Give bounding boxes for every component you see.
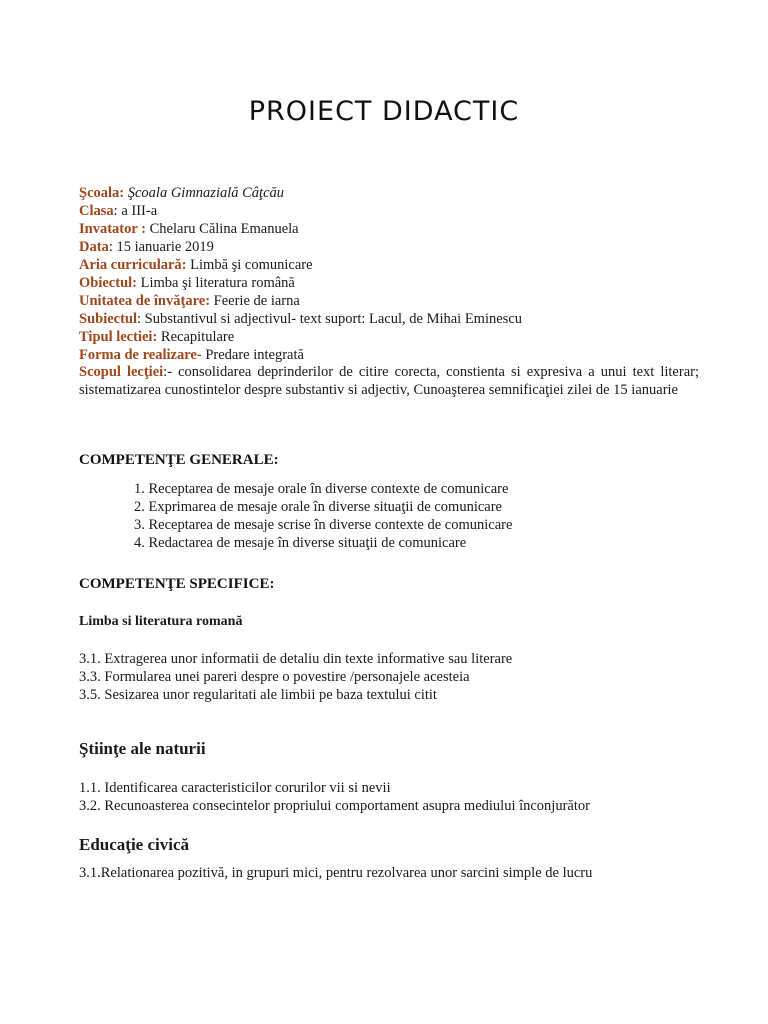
list-item: 3. Receptarea de mesaje scrise în diverse contexte de comunicare <box>134 517 513 533</box>
field-separator: : <box>119 185 125 201</box>
field-label: Invatator <box>79 221 138 237</box>
document-title: PROIECT DIDACTIC <box>248 96 520 127</box>
list-item: 3.5. Sesizarea unor regularitati ale limbii pe baza textului citit <box>79 687 437 703</box>
field-separator: : <box>137 221 147 237</box>
field-scoala <box>79 184 284 202</box>
field-data <box>79 238 214 256</box>
field-label: Tipul lectiei <box>79 329 153 345</box>
field-value: - consolidarea deprinderilor de citire corecta, constienta si expresiva a unui text literar; sistematizarea cunostintelor despre substantiv si adjectiv, Cunoaşterea semnificaţiei zilei de 15 ianuarie <box>79 364 699 398</box>
field-separator: : <box>163 364 168 380</box>
field-label: Obiectul <box>79 275 133 291</box>
competente-generale-heading: COMPETENŢE GENERALE: <box>79 452 279 468</box>
field-value: 15 ianuarie 2019 <box>112 239 214 255</box>
field-invatator <box>79 220 299 238</box>
field-forma-de-realizare <box>79 346 304 364</box>
list-item: 1. Receptarea de mesaje orale în diverse contexte de comunicare <box>134 481 509 497</box>
section-title-stiinte-naturii: Ştiinţe ale naturii <box>79 739 206 758</box>
field-separator: : <box>205 293 211 309</box>
field-obiectul <box>79 274 295 292</box>
field-unitatea-de-invatare <box>79 292 300 310</box>
field-scopul-lectiei <box>79 363 699 399</box>
field-separator: : <box>108 239 113 255</box>
field-separator: : <box>137 311 142 327</box>
list-item: 3.1. Extragerea unor informatii de detaliu din texte informative sau literare <box>79 651 513 667</box>
field-subiectul <box>79 310 522 328</box>
field-separator: : <box>113 203 118 219</box>
field-separator: : <box>152 329 158 345</box>
list-item: 3.1.Relationarea pozitivă, in grupuri mici, pentru rezolvarea unor sarcini simple de lucru <box>79 865 593 881</box>
field-value: a III-a <box>117 203 158 219</box>
field-separator: - <box>196 347 202 363</box>
field-value: Predare integrată <box>201 347 304 363</box>
field-label: Forma de realizare <box>79 347 197 363</box>
field-separator: : <box>132 275 138 291</box>
field-value: Feerie de iarna <box>210 293 300 309</box>
field-clasa <box>79 202 157 220</box>
list-item: 3.3. Formularea unei pareri despre o povestire /personajele acesteia <box>79 669 470 685</box>
list-item: 1.1. Identificarea caracteristicilor corurilor vii si nevii <box>79 780 391 796</box>
field-aria-curriculara <box>79 256 313 274</box>
field-value: Şcoala Gimnazială Câţcău <box>124 185 285 201</box>
field-value: Chelaru Călina Emanuela <box>146 221 299 237</box>
field-tipul-lectiei <box>79 328 234 346</box>
list-item: 3.2. Recunoasterea consecintelor propriului comportament asupra mediului înconjurător <box>79 798 590 814</box>
competente-specifice-heading: COMPETENŢE SPECIFICE: <box>79 576 275 592</box>
field-label: Data <box>79 239 109 255</box>
field-value: Limba şi literatura română <box>137 275 295 291</box>
field-label: Subiectul <box>79 311 138 327</box>
field-label: Aria curriculară <box>79 257 182 273</box>
field-value: Recapitulare <box>157 329 235 345</box>
list-item: 4. Redactarea de mesaje în diverse situaţii de comunicare <box>134 535 467 551</box>
field-value: Limbă şi comunicare <box>186 257 313 273</box>
section-title-limba-romana: Limba si literatura romană <box>79 614 243 629</box>
field-label: Unitatea de învăţare <box>79 293 206 309</box>
list-item: 2. Exprimarea de mesaje orale în diverse situaţii de comunicare <box>134 499 502 515</box>
field-label: Şcoala <box>79 185 120 201</box>
field-label: Scopul lecţiei <box>79 364 164 380</box>
field-value: Substantivul si adjectivul- text suport: Lacul, de Mihai Eminescu <box>141 311 523 327</box>
field-separator: : <box>181 257 187 273</box>
section-title-educatie-civica: Educaţie civică <box>79 835 190 854</box>
field-label: Clasa <box>79 203 114 219</box>
